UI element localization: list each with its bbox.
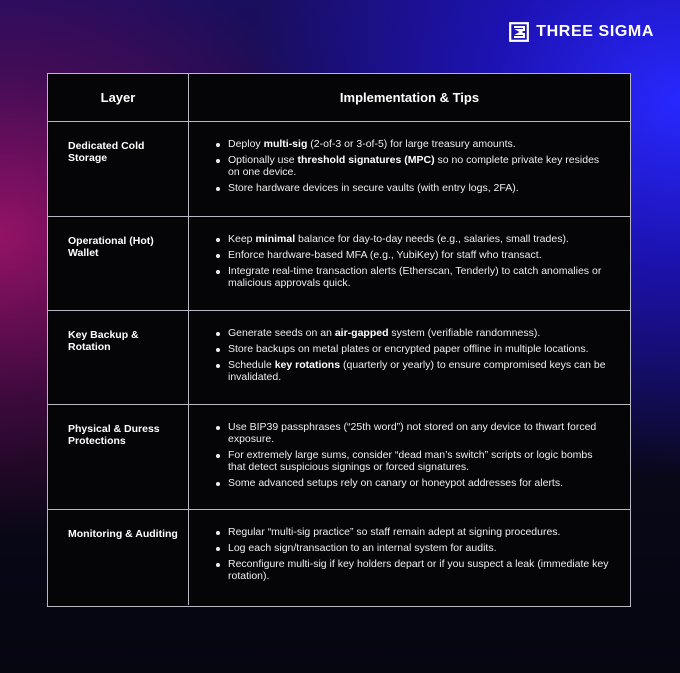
three-sigma-logo-icon bbox=[509, 22, 529, 42]
tips-cell bbox=[189, 122, 630, 216]
tip-emphasis: air-gapped bbox=[334, 327, 389, 339]
tip-item: Store hardware devices in secure vaults (with entry logs, 2FA). bbox=[215, 182, 610, 194]
layer-name: Dedicated Cold Storage bbox=[48, 122, 189, 216]
tips-list bbox=[215, 421, 610, 489]
table-row bbox=[48, 217, 630, 311]
layer-name: Monitoring & Auditing bbox=[48, 510, 189, 605]
tips-cell bbox=[189, 405, 630, 509]
tip-emphasis: minimal bbox=[255, 233, 296, 245]
tip-emphasis: key rotations bbox=[274, 359, 341, 371]
header-implementation-tips: Implementation & Tips bbox=[339, 90, 480, 105]
tip-emphasis: threshold signatures (MPC) bbox=[297, 154, 435, 166]
tips-list bbox=[215, 233, 610, 289]
tip-emphasis: multi-sig bbox=[263, 138, 308, 150]
brand-logo bbox=[509, 22, 654, 42]
tip-item: Generate seeds on an air-gapped system (verifiable randomness). bbox=[215, 327, 610, 339]
tip-item: For extremely large sums, consider “dead man’s switch” scripts or logic bombs that detect suspicious signings or forced signatures. bbox=[215, 449, 610, 473]
tip-item: Optionally use threshold signatures (MPC) so no complete private key resides on one device. bbox=[215, 154, 610, 178]
tips-list bbox=[215, 327, 610, 383]
tip-item: Schedule key rotations (quarterly or yearly) to ensure compromised keys can be invalidated. bbox=[215, 359, 610, 383]
tips-cell bbox=[189, 311, 630, 404]
tip-item: Log each sign/transaction to an internal system for audits. bbox=[215, 542, 610, 554]
tip-item: Reconfigure multi-sig if key holders depart or if you suspect a leak (immediate key rotation). bbox=[215, 558, 610, 582]
tips-cell bbox=[189, 510, 630, 605]
table-row bbox=[48, 405, 630, 510]
tip-item: Use BIP39 passphrases (“25th word”) not stored on any device to thwart forced exposure. bbox=[215, 421, 610, 445]
tip-item: Regular “multi-sig practice” so staff remain adept at signing procedures. bbox=[215, 526, 610, 538]
layer-name: Physical & Duress Protections bbox=[48, 405, 189, 509]
layer-name: Key Backup & Rotation bbox=[48, 311, 189, 404]
tip-item: Some advanced setups rely on canary or honeypot addresses for alerts. bbox=[215, 477, 610, 489]
tip-item: Integrate real-time transaction alerts (Etherscan, Tenderly) to catch anomalies or malicious approvals quick. bbox=[215, 265, 610, 289]
tips-list bbox=[215, 138, 610, 194]
brand-name: THREE SIGMA bbox=[536, 23, 654, 40]
tip-item: Store backups on metal plates or encrypted paper offline in multiple locations. bbox=[215, 343, 610, 355]
tip-item: Enforce hardware-based MFA (e.g., YubiKey) for staff who transact. bbox=[215, 249, 610, 261]
table-header-row bbox=[48, 74, 630, 122]
layer-name: Operational (Hot) Wallet bbox=[48, 217, 189, 310]
tips-list bbox=[215, 526, 610, 582]
tip-item: Deploy multi-sig (2-of-3 or 3-of-5) for large treasury amounts. bbox=[215, 138, 610, 150]
table-row bbox=[48, 122, 630, 217]
tip-item: Keep minimal balance for day-to-day needs (e.g., salaries, small trades). bbox=[215, 233, 610, 245]
table-row bbox=[48, 311, 630, 405]
table-row bbox=[48, 510, 630, 605]
security-layers-table bbox=[47, 73, 631, 607]
tips-cell bbox=[189, 217, 630, 310]
header-layer: Layer bbox=[48, 74, 189, 121]
